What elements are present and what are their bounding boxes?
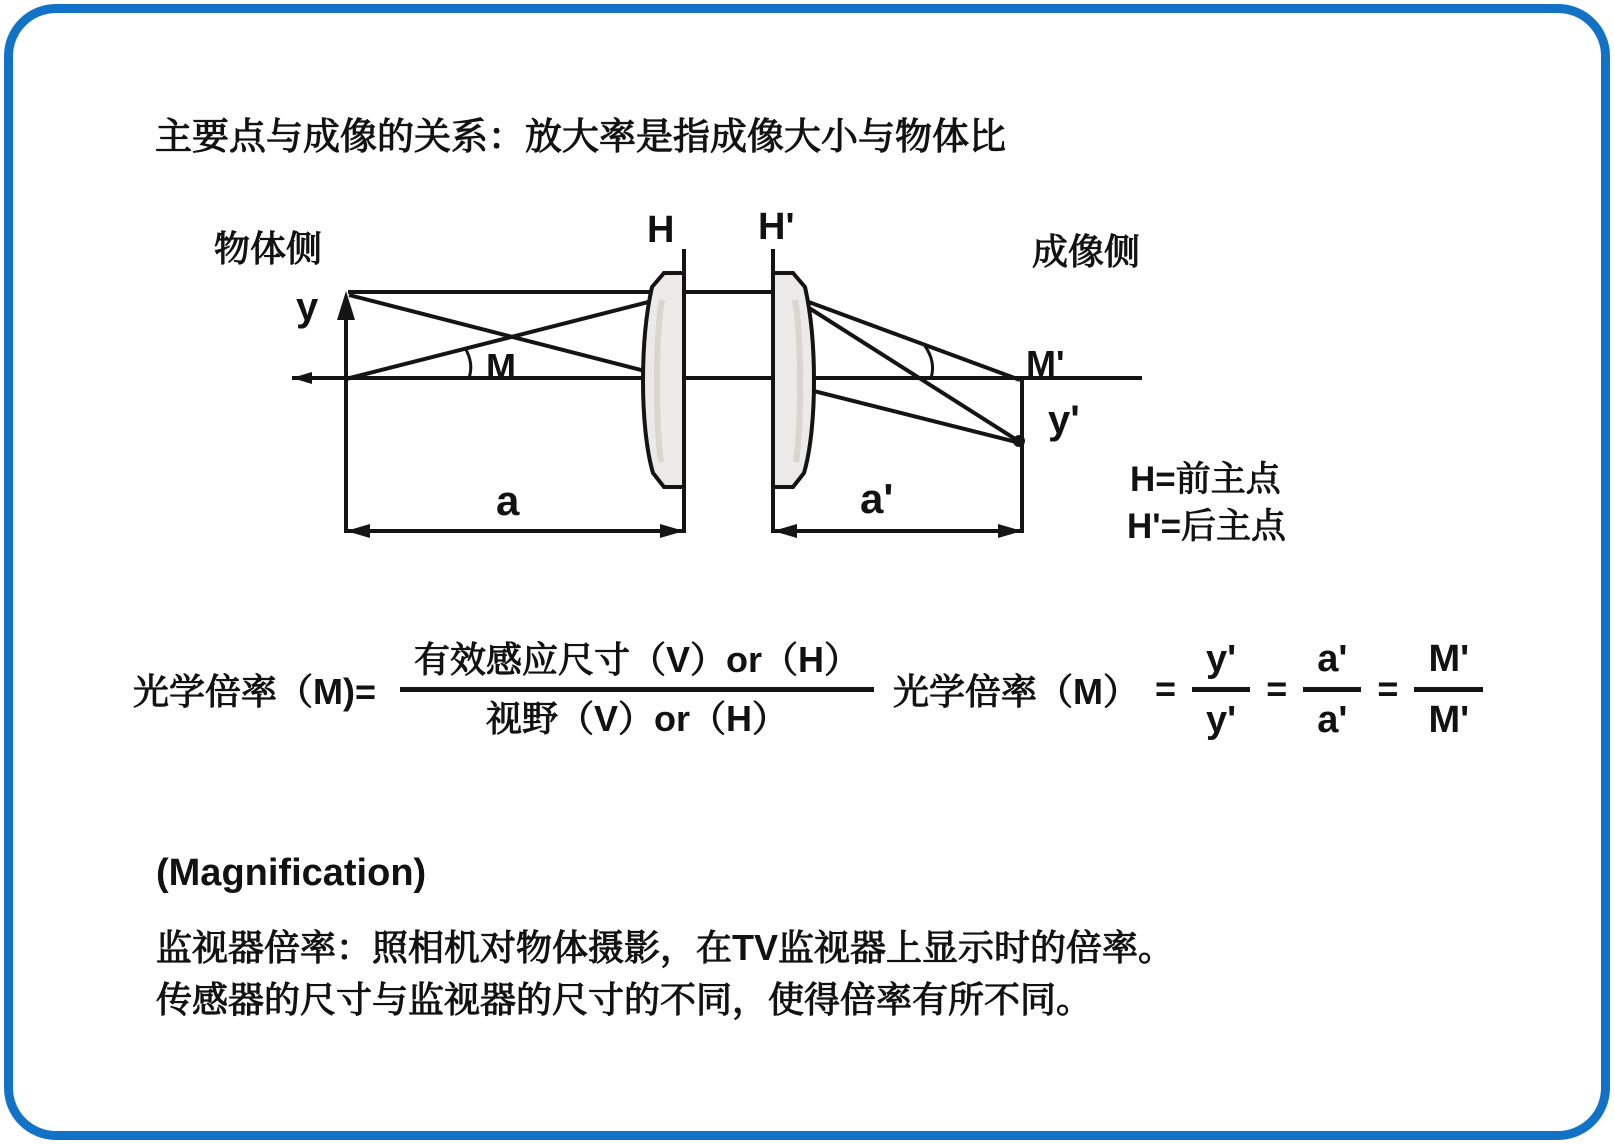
legend-rear-principal: H'=后主点 [1127, 507, 1287, 546]
image-height-label: y' [1048, 398, 1080, 442]
front-principal-point-label: H [647, 209, 675, 251]
object-distance-label: a [496, 477, 520, 524]
formula-left-label: 光学倍率（M)= [133, 670, 377, 712]
optical-magnification-formula-ratios [893, 630, 1483, 748]
optical-magnification-formula-sensor [133, 630, 874, 748]
dimension-a-arrow-left [346, 524, 370, 538]
axis-left-arrowhead [292, 372, 312, 384]
monitor-magnification-line2: 传感器的尺寸与监视器的尺寸的不同，使得倍率有所不同。 [156, 979, 1093, 1020]
formula-right-label: 光学倍率（M） [893, 670, 1139, 712]
image-distance-label: a' [860, 475, 894, 522]
legend-front-principal: H=前主点 [1130, 460, 1281, 499]
image-side-label: 成像侧 [1032, 231, 1141, 272]
equals-sign: = [1266, 668, 1288, 709]
angle-arc-m [465, 348, 471, 378]
fraction-y-numerator: y' [1192, 640, 1250, 692]
fraction-a [1303, 637, 1361, 741]
object-side-label: 物体侧 [214, 228, 323, 269]
dimension-a-prime-arrow-left [773, 524, 797, 538]
formula-left-fraction [400, 638, 874, 739]
formula-left-numerator: 有效感应尺寸（V）or（H） [400, 642, 874, 692]
monitor-magnification-line1: 监视器倍率：照相机对物体摄影，在TV监视器上显示时的倍率。 [156, 927, 1175, 968]
image-point-dot [1013, 435, 1025, 447]
equals-sign: = [1377, 668, 1399, 709]
fraction-a-denominator: a' [1317, 698, 1348, 741]
fraction-m-numerator: M' [1414, 640, 1483, 692]
fraction-m [1414, 637, 1483, 741]
fraction-m-denominator: M' [1428, 698, 1470, 741]
page-title: 主要点与成像的关系：放大率是指成像大小与物体比 [155, 116, 1006, 157]
dimension-a-arrow-right [660, 524, 684, 538]
fraction-y-denominator: y' [1206, 698, 1237, 741]
ray-chief-descending [349, 295, 684, 381]
formula-left-denominator: 视野（V）or（H） [486, 697, 789, 739]
image-angle-label: M' [1026, 343, 1065, 384]
magnification-english-label: (Magnification) [156, 852, 427, 894]
fraction-y [1192, 637, 1250, 741]
dimension-a-prime-arrow-right [998, 524, 1022, 538]
equals-sign: = [1155, 668, 1177, 709]
object-height-label: y [296, 285, 319, 329]
fraction-a-numerator: a' [1303, 640, 1361, 692]
angle-arc-m-prime [925, 346, 933, 378]
rear-principal-point-label: H' [758, 206, 795, 248]
object-angle-label: M [486, 346, 516, 387]
